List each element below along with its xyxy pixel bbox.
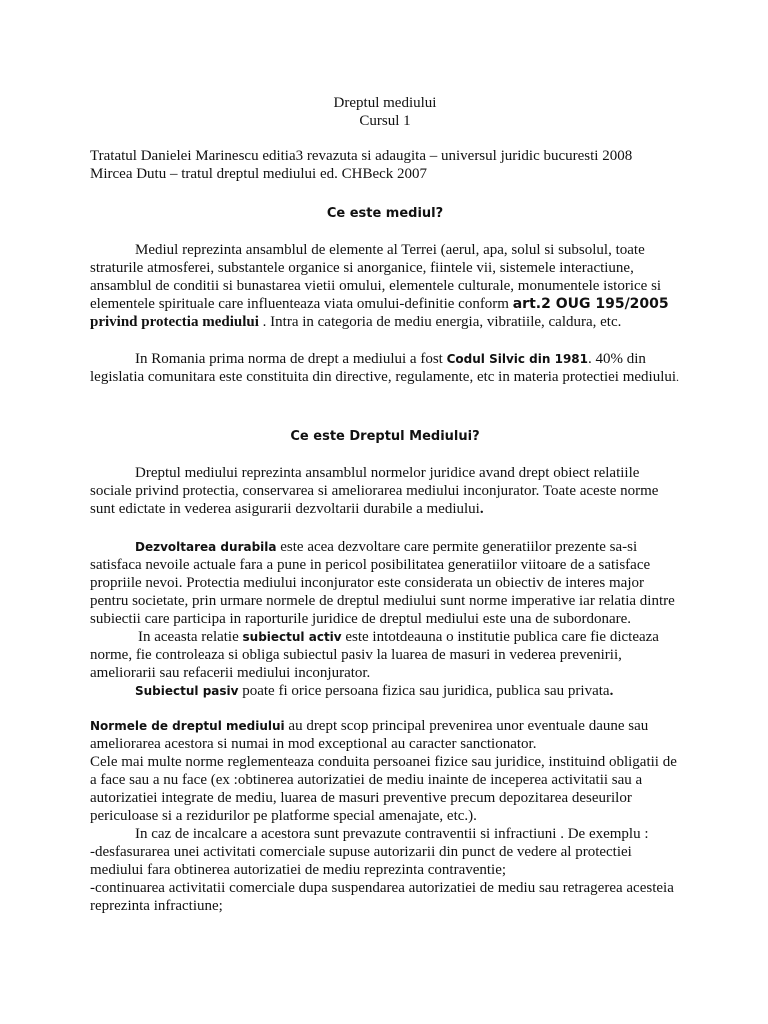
normele-label: Normele de dreptul mediului xyxy=(90,719,285,733)
paragraph-dezvoltarea-durabila xyxy=(90,538,680,700)
paragraph-end: . xyxy=(609,683,614,699)
dezvoltarea-durabila-label: Dezvoltarea durabila xyxy=(135,540,277,554)
references xyxy=(90,147,690,183)
paragraph-text: este intotdeauna o institutie publica care fie dicteaza norme, fie controleaza si obliga subiectul pasiv la luarea de masuri in vederea prevenirii, ameliorarii sau refacerii mediului inconjurator. xyxy=(90,629,659,681)
paragraph-text: Mediul reprezinta ansamblul de elemente al Terrei (aerul, apa, solul si subsolul, toate straturile atmosferei, substantele organice si anorganice, fiintele vii, sistemele interactiune, ansamblul de conditii si bunastarea vietii omului, elementele culturale, monumentele istorice si elementele spirituale care influenteaza viata omului-definitie conform xyxy=(90,242,662,312)
paragraph-text: este acea dezvoltare care permite generatiilor prezente sa-si satisfaca nevoile actuale fara a pune in pericol posibilitatea generatiilor viitoare de a satisface propriile nevoi. Protectia mediului inconjurator este considerata un obiectiv de interes major pentru societate, prin urmare normele de dreptul mediului sunt norme imperative iar relatia dintre subiectii care participa in raporturile juridice de dreptul mediului este una de subordonare. xyxy=(90,539,675,627)
paragraph-text: Dreptul mediului reprezinta ansamblul normelor juridice avand drept obiect relatiile sociale privind protectia, conservarea si ameliorarea mediului inconjurator. Toate aceste norme sunt edictate in vederea asigurarii dezvoltarii durabile a mediului xyxy=(90,465,659,517)
title-line-1: Dreptul mediului xyxy=(333,95,437,111)
example-infractiune: -continuarea activitatii comerciale dupa suspendarea autorizatiei de mediu sau retragerea acesteia reprezinta infractiune; xyxy=(90,880,674,914)
codul-silvic-label: Codul Silvic din 1981 xyxy=(446,352,588,366)
paragraph-dreptul-mediului-definitie xyxy=(90,464,680,518)
paragraph-text: au drept scop principal prevenirea unor eventuale daune sau ameliorarea acestora si numai in mod exceptional au caracter sanctionator. xyxy=(90,718,649,752)
paragraph-end: . xyxy=(479,501,484,517)
paragraph-tail: . Intra in categoria de mediu energia, vibratiile, caldura, etc. xyxy=(258,314,622,330)
example-contraventie: -desfasurarea unei activitati comerciale supuse autorizarii din punct de vedere al protectiei mediului fara obtinerea autorizatiei de mediu reprezinta contraventie; xyxy=(90,844,632,878)
law-reference: art.2 OUG 195/2005 xyxy=(512,296,669,312)
subiectul-activ-label: subiectul activ xyxy=(242,630,342,644)
paragraph-contraventii: In caz de incalcare a acestora sunt prevazute contraventii si infractiuni . De exemplu : xyxy=(135,826,649,842)
law-reference-title: privind protectia mediului xyxy=(90,314,259,330)
document-title xyxy=(90,94,680,130)
reference-2: Mircea Dutu – tratul dreptul mediului ed. CHBeck 2007 xyxy=(90,166,428,182)
section-heading-dreptul-mediului: Ce este Dreptul Mediului? xyxy=(290,429,480,444)
paragraph-text: poate fi orice persoana fizica sau juridica, publica sau privata xyxy=(238,683,610,699)
paragraph-end: . xyxy=(676,370,680,384)
paragraph-normele xyxy=(90,717,680,915)
paragraph-tail: . 40% din legislatia comunitara este constituita din directive, regulamente, etc in materia protectiei mediului xyxy=(90,351,677,385)
reference-1: Tratatul Danielei Marinescu editia3 revazuta si adaugita – universul juridic bucuresti 2008 xyxy=(90,148,633,164)
section-heading-mediul: Ce este mediul? xyxy=(326,206,444,221)
paragraph-pre: In aceasta relatie xyxy=(138,629,243,645)
subiectul-pasiv-label: Subiectul pasiv xyxy=(135,684,239,698)
paragraph-obligatii: Cele mai multe norme reglementeaza conduita persoanei fizice sau juridice, instituind obligatii de a face sau a nu face (ex :obtinerea autorizatiei de mediu inainte de inceperea activitatii sau a autorizatiei integrate de mediu, luarea de masuri preventive precum depozitarea deseurilor periculoase si a rezidurilor pe platforme special amenajate, etc.). xyxy=(90,754,677,824)
paragraph-text: In Romania prima norma de drept a mediului a fost xyxy=(135,351,447,367)
paragraph-codul-silvic xyxy=(90,350,680,386)
title-line-2: Cursul 1 xyxy=(359,113,411,129)
paragraph-mediul-definitie xyxy=(90,241,680,331)
